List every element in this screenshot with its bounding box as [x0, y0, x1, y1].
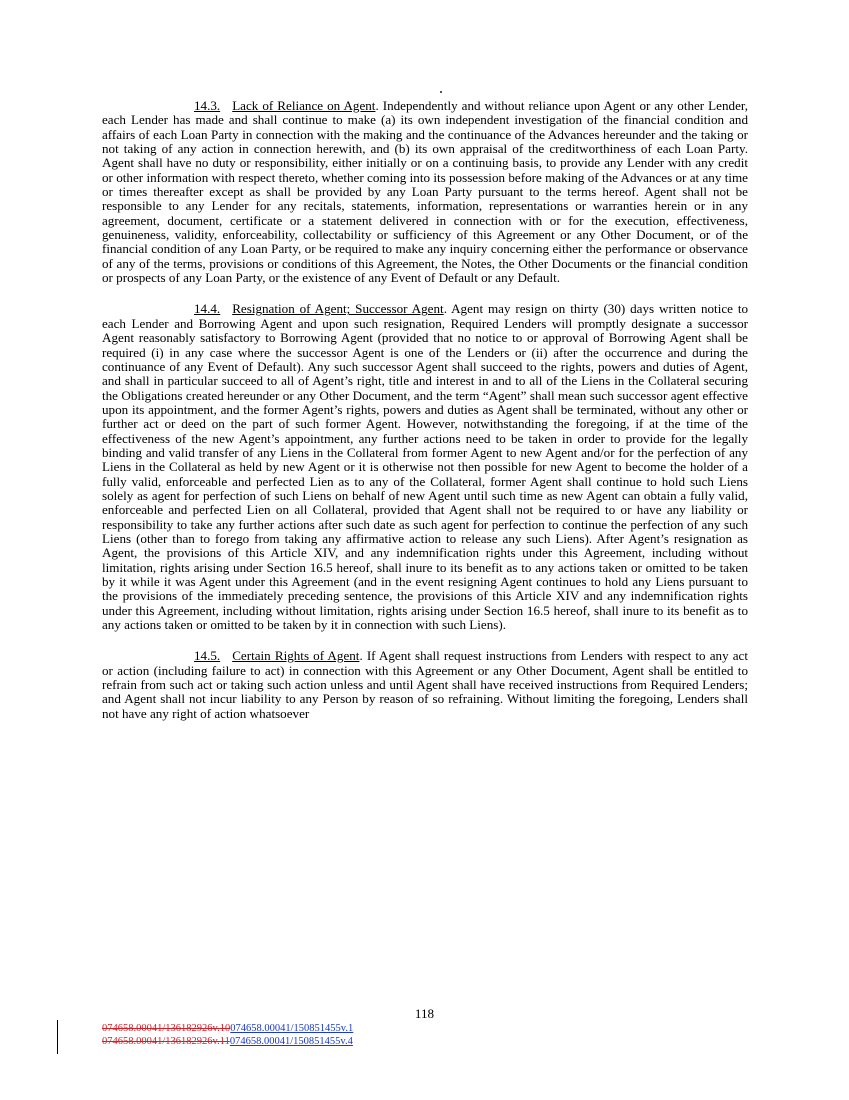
section-number: 14.5.: [194, 648, 221, 664]
doc-id-deleted: 074658.00041/136182926v.10: [102, 1023, 231, 1034]
section-number: 14.4.: [194, 301, 221, 317]
section-number: 14.3.: [194, 98, 221, 113]
stray-dot-mark: [440, 91, 442, 93]
doc-id-inserted: 074658.00041/150851455v.1: [230, 1023, 354, 1034]
section-body: . If Agent shall request instructions from Lenders with respect to any act or action (including failure to act) in connection with this Agreement or any Other Document, Agent shall be entitled to refrain from such act or taking such action unless and until Agent shall have received instructions from Required Lenders; and Agent shall not incur liability to any Person by reason of so refraining. Without limiting the foregoing, Lenders shall not have any right of action whatsoever: [102, 648, 748, 721]
section-14-5: [102, 649, 748, 721]
section-body: . Agent may resign on thirty (30) days written notice to each Lender and Borrowing Agent and upon such resignation, Required Lenders will promptly designate a successor Agent reasonably satisfactory to Borrowing Agent (provided that no notice to or approval of Borrowing Agent shall be required (i) in any case where the successor Agent is one of the Lenders or (ii) after the occurrence and during the continuance of any Event of Default). Any such successor Agent shall succeed to the rights, powers and duties of Agent, and shall in particular succeed to all of Agent’s right, title and interest in and to all of the Liens in the Collateral securing the Obligations created hereunder or any Other Document, and the term “Agent” shall mean such successor agent effective upon its appointment, and the former Agent’s rights, powers and duties as Agent shall be terminated, without any other or further act or deed on the part of such former Agent. However, notwithstanding the foregoing, if at the time of the effectiveness of the new Agent’s appointment, any further actions need to be taken in order to provide for the legally binding and valid transfer of any Liens in the Collateral from former Agent to new Agent and/or for the perfection of any Liens in the Collateral as held by new Agent or it is otherwise not then possible for new Agent to become the holder of a fully valid, enforceable and perfected Lien as to any of the Collateral, former Agent shall continue to hold such Liens solely as agent for perfection of such Liens on behalf of new Agent until such time as new Agent can obtain a fully valid, enforceable and perfected Lien on all Collateral, provided that Agent shall not be required to or have any liability or responsibility to take any further actions after such date as such agent for perfection to continue the perfection of any such Liens (other than to forego from taking any affirmative action to release any such Liens). After Agent’s resignation as Agent, the provisions of this Article XIV, and any indemnification rights under this Agreement, including without limitation, rights arising under Section 16.5 hereof, shall inure to its benefit as to any actions taken or omitted to be taken by it while it was Agent under this Agreement (and in the event resigning Agent continues to hold any Liens pursuant to the provisions of the immediately preceding sentence, the provisions of this Article XIV and any indemnification rights under this Agreement, including without limitation, rights arising under Section 16.5 hereof, shall inure to its benefit as to any actions taken or omitted to be taken by it in connection with such Liens).: [102, 301, 749, 633]
doc-id-inserted: 074658.00041/150851455v.4: [229, 1036, 353, 1047]
doc-id-deleted: 074658.00041/136182926v.11: [102, 1036, 230, 1047]
doc-id-line-1: [102, 1022, 353, 1035]
doc-id-line-2: [102, 1035, 353, 1048]
document-ids: [102, 1022, 353, 1048]
section-body: . Independently and without reliance upon Agent or any other Lender, each Lender has made and shall continue to make (a) its own independent investigation of the financial condition and affairs of each Loan Party in connection with the making and the continuance of the Advances hereunder and the taking or not taking of any action in connection herewith, and (b) its own appraisal of the creditworthiness of each Loan Party. Agent shall have no duty or responsibility, either initially or on a continuing basis, to provide any Lender with any credit or other information with respect thereto, whether coming into its possession before making of the Advances or at any time or times thereafter except as shall be provided by any Loan Party pursuant to the terms hereof. Agent shall not be responsible to any Lender for any recitals, statements, information, representations or warranties herein or in any agreement, document, certificate or a statement delivered in connection with or for the execution, effectiveness, genuineness, validity, enforceability, collectability or sufficiency of this Agreement or any Other Document, or of the financial condition of any Loan Party, or be required to make any inquiry concerning either the performance or observance of any of the terms, provisions or conditions of this Agreement, the Notes, the Other Documents or the financial condition or prospects of any Loan Party, or the existence of any Event of Default or any Default.: [102, 98, 748, 286]
page-body: [102, 99, 748, 738]
section-14-3: [102, 99, 748, 285]
section-14-4: [102, 302, 748, 632]
page-number: 118: [414, 1006, 435, 1021]
section-heading: Resignation of Agent; Successor Agent: [232, 301, 444, 317]
change-bar: [57, 1020, 58, 1054]
section-heading: Certain Rights of Agent: [232, 648, 360, 664]
section-heading: Lack of Reliance on Agent: [232, 98, 376, 113]
